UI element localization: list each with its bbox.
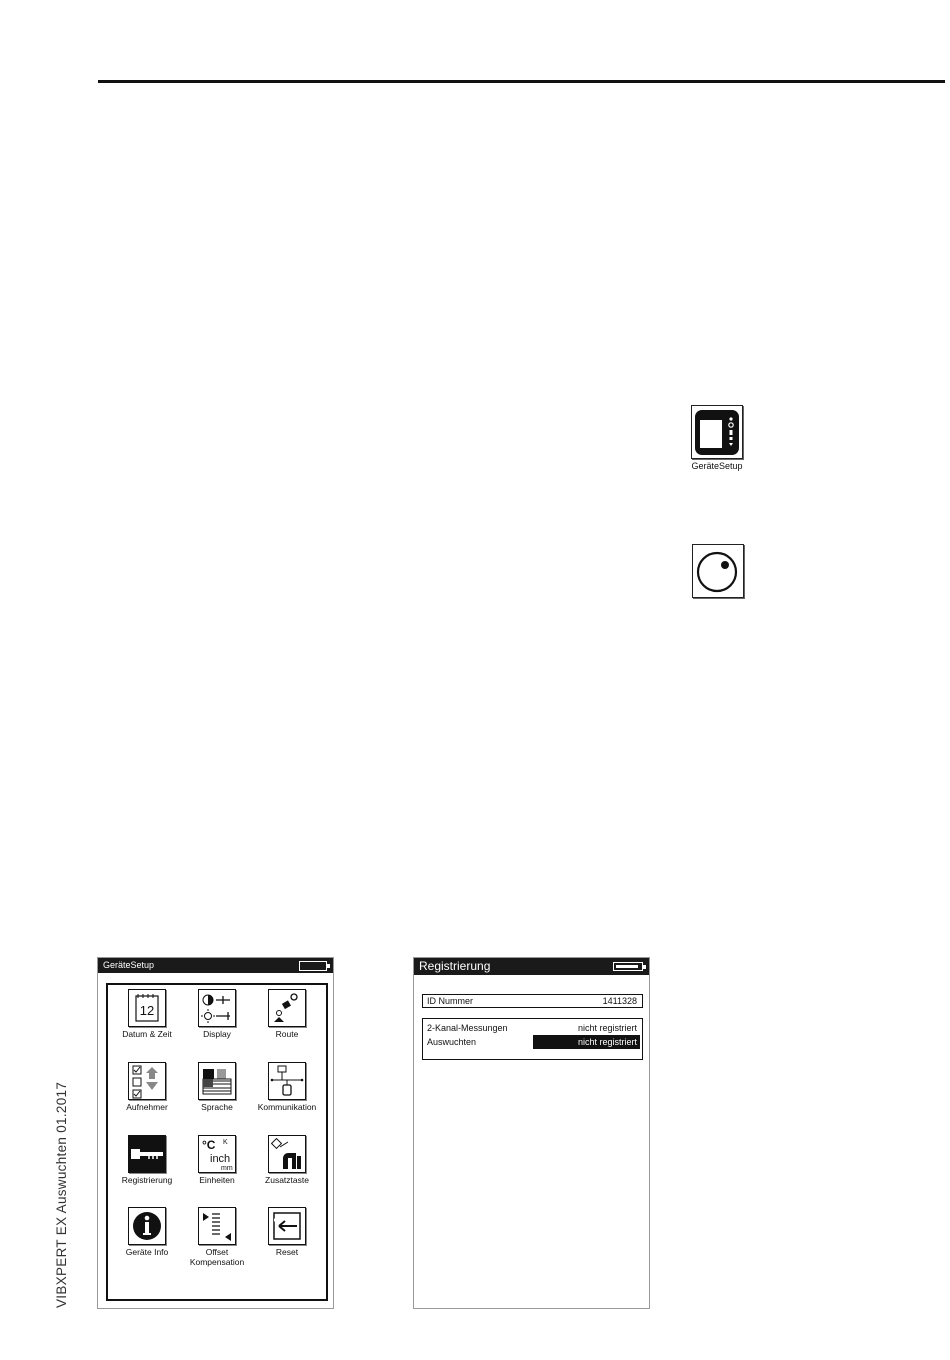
menu-tile-offset-kompensation[interactable] — [177, 1207, 257, 1267]
registration-row[interactable] — [423, 1021, 642, 1035]
menu-tile-datum-zeit[interactable] — [107, 989, 187, 1039]
display-contrast-icon — [198, 989, 236, 1027]
tile-label: Geräte Info — [125, 1247, 169, 1257]
sensor-checklist-icon — [128, 1062, 166, 1100]
menu-tile-registrierung[interactable] — [107, 1135, 187, 1185]
menu-tile-zusatztaste[interactable] — [247, 1135, 327, 1185]
key-icon — [128, 1135, 166, 1173]
screen-title: Registrierung — [419, 959, 491, 973]
registration-row-value: nicht registriert — [577, 1023, 637, 1033]
offset-icon — [198, 1207, 236, 1245]
network-icon — [268, 1062, 306, 1100]
registration-row-value: nicht registriert — [533, 1035, 640, 1049]
route-icon — [268, 989, 306, 1027]
tile-label: Offset Kompensation — [189, 1247, 245, 1267]
menu-tile-display[interactable] — [177, 989, 257, 1039]
top-rule — [98, 80, 945, 83]
calendar-day: 12 — [139, 1003, 155, 1018]
registration-list — [422, 1018, 643, 1060]
menu-tile-geraete-info[interactable] — [107, 1207, 187, 1257]
battery-icon — [299, 961, 327, 971]
extra-key-icon — [268, 1135, 306, 1173]
menu-tile-sprache[interactable] — [177, 1062, 257, 1112]
battery-icon — [613, 962, 643, 971]
screen-title: GeräteSetup — [103, 960, 155, 970]
tile-label: Reset — [275, 1247, 299, 1257]
menu-tile-kommunikation[interactable] — [247, 1062, 327, 1112]
handheld-device-icon — [691, 405, 743, 459]
calendar-icon — [128, 989, 166, 1027]
tile-label: Sprache — [201, 1102, 233, 1112]
language-flag-icon — [198, 1062, 236, 1100]
device-setup-screen — [97, 957, 334, 1309]
screen-title-bar — [98, 958, 333, 973]
tile-label: Aufnehmer — [126, 1102, 168, 1112]
unit-celsius: °C — [202, 1138, 216, 1152]
registration-row-label: Auswuchten — [427, 1037, 477, 1047]
tile-label: Zusatztaste — [265, 1175, 309, 1185]
menu-tile-reset[interactable] — [247, 1207, 327, 1257]
unit-mm: mm — [221, 1165, 233, 1172]
registration-row-selected[interactable] — [423, 1035, 642, 1049]
registration-row-label: 2-Kanal-Messungen — [427, 1023, 508, 1033]
reset-icon — [268, 1207, 306, 1245]
rotary-knob-icon — [692, 544, 744, 598]
menu-tile-einheiten[interactable] — [177, 1135, 257, 1185]
tile-label: Route — [275, 1029, 299, 1039]
device-setup-caption: GeräteSetup — [691, 461, 743, 471]
tile-label: Kommunikation — [257, 1102, 317, 1112]
info-icon — [128, 1207, 166, 1245]
units-icon — [198, 1135, 236, 1173]
screen-title-bar — [414, 958, 649, 975]
tile-label: Datum & Zeit — [122, 1029, 172, 1039]
id-number-label: ID Nummer — [427, 996, 474, 1006]
unit-inch: inch — [210, 1153, 231, 1165]
registration-screen — [413, 957, 650, 1309]
page-footer: VIBXPERT EX Auswuchten 01.2017 — [54, 1081, 69, 1308]
tile-label: Einheiten — [199, 1175, 235, 1185]
id-number-field — [422, 994, 643, 1008]
id-number-value: 1411328 — [602, 996, 637, 1006]
menu-grid — [106, 983, 328, 1301]
menu-tile-aufnehmer[interactable] — [107, 1062, 187, 1112]
tile-label: Registrierung — [121, 1175, 173, 1185]
menu-tile-route[interactable] — [247, 989, 327, 1039]
unit-kelvin: K — [223, 1139, 228, 1146]
tile-label: Display — [203, 1029, 231, 1039]
